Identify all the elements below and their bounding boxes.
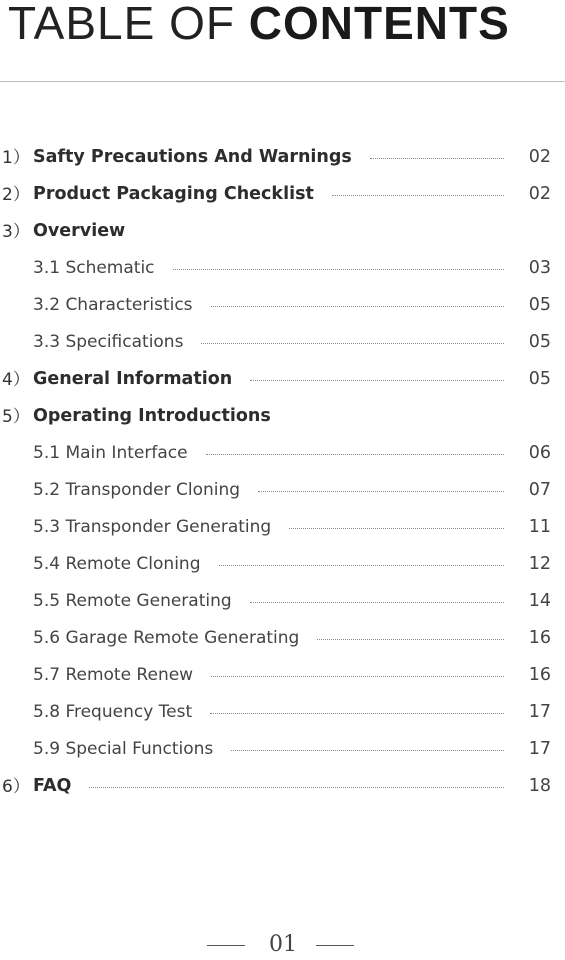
page-title-bold: CONTENTS (248, 0, 510, 49)
toc-entry-label: 5.1 Main Interface (33, 443, 188, 463)
toc-leader-dots (231, 750, 504, 751)
toc-entry-page: 05 (528, 369, 551, 389)
toc-entry-number: 5） (2, 407, 30, 427)
toc-entry[interactable] (0, 213, 565, 250)
toc-entry-label: 5.6 Garage Remote Generating (33, 628, 300, 648)
toc-entry-page: 02 (528, 184, 551, 204)
toc-entry-page: 07 (528, 480, 551, 500)
toc-entry[interactable] (0, 509, 565, 546)
toc-entry-page: 03 (528, 258, 551, 278)
toc-entry-number: 4） (2, 370, 30, 390)
toc-entry[interactable] (0, 324, 565, 361)
toc-entry-label: Operating Introductions (33, 406, 271, 426)
toc-entry[interactable] (0, 435, 565, 472)
toc-entry[interactable] (0, 620, 565, 657)
toc-leader-dots (206, 454, 504, 455)
toc-entry-page: 14 (528, 591, 551, 611)
toc-entry-label: FAQ (33, 776, 72, 796)
title-divider (0, 81, 565, 82)
toc-leader-dots (370, 158, 504, 159)
toc-entry-label: 5.2 Transponder Cloning (33, 480, 241, 500)
page-footer (0, 932, 565, 960)
toc-entry-page: 16 (528, 628, 551, 648)
toc-leader-dots (173, 269, 504, 270)
footer-left-rule (207, 945, 245, 946)
toc-entry-label: Product Packaging Checklist (33, 184, 314, 204)
toc-entry[interactable] (0, 250, 565, 287)
toc-entry[interactable] (0, 361, 565, 398)
toc-entry[interactable] (0, 472, 565, 509)
toc-entry-page: 18 (528, 776, 551, 796)
toc-entry-page: 17 (528, 739, 551, 759)
toc-entry-page: 11 (528, 517, 551, 537)
toc-leader-dots (211, 676, 504, 677)
toc-entry-page: 05 (528, 295, 551, 315)
toc-entry-number: 1） (2, 148, 30, 168)
toc-entry-number: 3） (2, 222, 30, 242)
toc-entry[interactable] (0, 398, 565, 435)
toc-entry-page: 02 (528, 147, 551, 167)
toc-leader-dots (258, 491, 504, 492)
toc-leader-dots (210, 713, 504, 714)
toc-leader-dots (289, 528, 504, 529)
toc-entry-label: 5.8 Frequency Test (33, 702, 193, 722)
toc-leader-dots (317, 639, 504, 640)
toc-entry[interactable] (0, 176, 565, 213)
toc-entry-label: 3.2 Characteristics (33, 295, 193, 315)
toc-leader-dots (201, 343, 504, 344)
toc-entry-label: Overview (33, 221, 126, 241)
toc-entry-label: 5.7 Remote Renew (33, 665, 194, 685)
toc-entry-page: 17 (528, 702, 551, 722)
toc-entry-page: 05 (528, 332, 551, 352)
toc-entry-label: 5.3 Transponder Generating (33, 517, 272, 537)
toc-entry-label: Safty Precautions And Warnings (33, 147, 352, 167)
toc-entry[interactable] (0, 583, 565, 620)
toc-leader-dots (211, 306, 504, 307)
toc-entry-label: 5.5 Remote Generating (33, 591, 232, 611)
toc-entry[interactable] (0, 768, 565, 805)
toc-entry-number: 2） (2, 185, 30, 205)
toc-leader-dots (250, 602, 504, 603)
toc-entry-page: 16 (528, 665, 551, 685)
page-title (8, 0, 510, 49)
toc-entry-page: 06 (528, 443, 551, 463)
toc-entry[interactable] (0, 287, 565, 324)
toc-entry[interactable] (0, 546, 565, 583)
toc-entry[interactable] (0, 657, 565, 694)
toc-entry[interactable] (0, 139, 565, 176)
toc-entry[interactable] (0, 694, 565, 731)
toc-leader-dots (89, 787, 504, 788)
toc-leader-dots (332, 195, 504, 196)
toc-entry-page: 12 (528, 554, 551, 574)
toc-entry-number: 6） (2, 777, 30, 797)
footer-right-rule (316, 945, 354, 946)
table-of-contents (0, 139, 565, 805)
page-title-light: TABLE OF (8, 0, 235, 49)
toc-entry-label: 5.9 Special Functions (33, 739, 214, 759)
toc-entry-label: 5.4 Remote Cloning (33, 554, 201, 574)
toc-entry-label: General Information (33, 369, 233, 389)
toc-entry-label: 3.3 Specifications (33, 332, 184, 352)
toc-entry-label: 3.1 Schematic (33, 258, 155, 278)
toc-leader-dots (250, 380, 504, 381)
toc-entry[interactable] (0, 731, 565, 768)
footer-page-number: 01 (269, 932, 297, 957)
toc-leader-dots (219, 565, 505, 566)
